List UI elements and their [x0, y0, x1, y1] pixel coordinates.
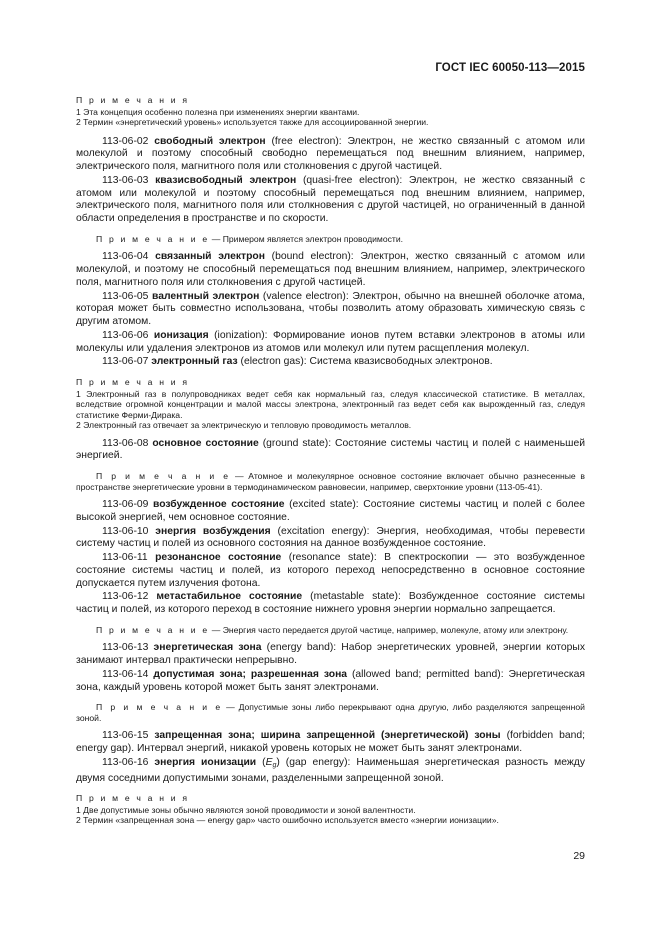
term-definition: ) (gap energy): Наименьшая энергетическая разность между двумя соседними допустимыми зонами, разделенными запрещенной зоной.	[76, 756, 585, 784]
term-number: 113-06-10	[102, 525, 149, 537]
term-definition: (excitation energy): Энергия, необходимая, чтобы перевести систему частиц и полей из основного состояния на данное возбужденное состояние.	[76, 525, 586, 550]
note-item: 2 Термин «энергетический уровень» используется также для ассоциированной энергии.	[76, 117, 429, 127]
note-item: 2 Термин «запрещенная зона — energy gap» часто ошибочно используется вместо «энергии ионизации».	[76, 815, 499, 826]
page-number: 29	[573, 850, 585, 862]
term-definition: (bound electron): Электрон, жестко связанный с атомом или молекулой, и поэтому не способный перемещаться под внешним влиянием, например, электрического поля, магнитного поля или столкновения с другой частицей.	[76, 251, 585, 288]
notes-block	[76, 95, 585, 128]
note-item: 1 Электронный газ в полупроводниках ведет себя как нормальный газ, следуя классической статистике. В металлах, вследствие огромной концентрации и малой массы электрона, электронный газ ведет себя как вырожденный газ, следуя статистике Ферми-Дирака.	[76, 388, 585, 420]
notes-block	[76, 793, 585, 826]
note-text: — Энергия часто передается другой частице, например, молекуле, атому или электрону.	[209, 624, 569, 635]
note-item: 1 Эта концепция особенно полезна при изменениях энергии квантами.	[76, 106, 360, 117]
term-definition: (electron gas): Система квазисвободных электронов.	[237, 356, 493, 368]
notes-title: П р и м е ч а н и я	[76, 377, 190, 387]
notes-title: П р и м е ч а н и я	[76, 95, 190, 105]
term-name: энергия возбуждения	[155, 525, 271, 537]
term-definition: (valence electron): Электрон, обычно на внешней оболочке атома, которая может быть совместно использована, чтобы позволить атому образовать химическую связь с другим атомом.	[76, 290, 585, 327]
term-definition: (ground state): Состояние системы частиц и полей с наименьшей энергией.	[76, 437, 586, 462]
term-name: свободный электрон	[154, 135, 266, 147]
term-number: 113-06-06	[102, 329, 149, 341]
document-body	[76, 95, 585, 833]
term-symbol-open: (	[256, 756, 266, 768]
term-entry	[76, 526, 585, 552]
term-number: 113-06-03	[102, 174, 149, 186]
term-name: метастабильное состояние	[156, 591, 303, 603]
term-entry	[76, 330, 585, 356]
notes-block	[76, 377, 585, 431]
term-entry	[76, 175, 585, 226]
note-label: П р и м е ч а н и е	[96, 233, 210, 244]
note	[76, 234, 585, 245]
term-number: 113-06-11	[102, 552, 148, 563]
term-entry	[76, 356, 585, 369]
note-item: 2 Электронный газ отвечает за электрическую и тепловую проводимость металлов.	[76, 420, 412, 430]
term-number: 113-06-02	[102, 135, 149, 147]
term-entry	[76, 438, 585, 464]
term-name: энергетическая зона	[153, 642, 262, 654]
term-definition: (ionization): Формирование ионов путем вставки электронов в атомы или молекулы или удаления электронов из атомов или молекул или путем расщепления молекул.	[76, 329, 585, 354]
note-text: — Примером является электрон проводимости.	[209, 233, 404, 244]
notes-title: П р и м е ч а н и я	[76, 793, 190, 804]
note	[76, 702, 585, 723]
note-label: П р и м е ч а н и е	[96, 624, 210, 635]
term-name: запрещенная зона; ширина запрещенной (энергетической) зоны	[154, 730, 501, 742]
term-entry	[76, 499, 585, 525]
term-definition: (allowed band; permitted band): Энергетическая зона, каждый уровень которой может быть занят электронами.	[76, 668, 586, 693]
term-entry	[76, 642, 585, 668]
term-definition: (metastable state): Возбужденное состояние системы частиц и полей, из которого переход в состояние нижнего уровня энергии нормально запрещается.	[76, 591, 585, 615]
note-text: — Допустимые зоны либо перекрывают одна другую, либо разделяются запрещенной зоной.	[76, 702, 585, 723]
term-number: 113-06-07	[102, 356, 149, 368]
term-symbol-subscript: g	[272, 761, 277, 769]
term-name: электронный газ	[151, 356, 238, 368]
term-name: энергия ионизации	[154, 756, 257, 768]
term-name: резонансное состояние	[155, 552, 282, 563]
term-number: 113-06-12	[102, 591, 149, 603]
term-number: 113-06-09	[102, 499, 149, 510]
note-text: — Атомное и молекулярное основное состояние включает обычно разнесенные в пространстве энергетические уровни в термодинамическом равновесии, например, сверхтонкие уровни (113-05-41).	[76, 471, 585, 492]
term-definition: (free electron): Электрон, не жестко связанный с атомом или молекулой и поэтому способный свободно перемещаться под внешним влиянием, например, электрического поля, магнитного поля или столкновения с другой частицей.	[76, 135, 586, 172]
term-entry	[76, 669, 585, 695]
term-number: 113-06-16	[102, 756, 149, 768]
term-entry	[76, 291, 585, 329]
term-number: 113-06-13	[102, 642, 149, 654]
document-header: ГОСТ IEC 60050-113—2015	[435, 62, 585, 74]
term-number: 113-06-14	[102, 668, 149, 680]
term-entry	[76, 757, 585, 786]
term-symbol: E	[265, 756, 273, 768]
note-label: П р и м е ч а н и е	[96, 471, 231, 481]
term-entry	[76, 136, 585, 174]
term-number: 113-06-05	[102, 290, 149, 302]
term-name: возбужденное состояние	[153, 499, 285, 510]
term-number: 113-06-15	[102, 730, 149, 742]
term-entry	[76, 730, 585, 756]
term-definition: (quasi-free electron): Электрон, не жестко связанный с атомом или молекулой и поэтому способный перемещаться под внешним влиянием, например, электрического поля, магнитного поля или столкновения с другой частицей, но ограниченный в данной области определения в пространстве и по скорости.	[76, 174, 586, 224]
term-definition: (energy band): Набор энергетических уровней, энергии которых занимают интервал практически непрерывно.	[76, 642, 585, 666]
note-item: 1 Две допустимые зоны обычно являются зоной проводимости и зоной валентности.	[76, 804, 416, 815]
term-entry	[76, 251, 585, 289]
term-entry	[76, 591, 585, 617]
term-number: 113-06-04	[102, 251, 149, 263]
term-name: ионизация	[153, 329, 209, 341]
term-definition: (forbidden band; energy gap). Интервал энергий, никакой уровень которых не может быть занят электронами.	[76, 730, 585, 754]
note	[76, 471, 585, 492]
term-entry	[76, 552, 585, 590]
term-name: квазисвободный электрон	[155, 174, 297, 186]
term-name: валентный электрон	[152, 290, 260, 302]
term-name: связанный электрон	[155, 251, 265, 263]
term-name: допустимая зона; разрешенная зона	[153, 668, 348, 680]
term-name: основное состояние	[152, 437, 259, 449]
term-definition: (excited state): Состояние системы частиц и полей с более высокой энергией, чем основное состояние.	[76, 499, 585, 523]
note-label: П р и м е ч а н и е	[96, 702, 223, 713]
term-number: 113-06-08	[102, 437, 149, 449]
note	[76, 625, 585, 636]
term-definition: (resonance state): В спектроскопии — это возбужденное состояние системы частиц и полей, из которого переход непосредственно в основное состояние допускается путем излучения фотона.	[76, 552, 585, 589]
